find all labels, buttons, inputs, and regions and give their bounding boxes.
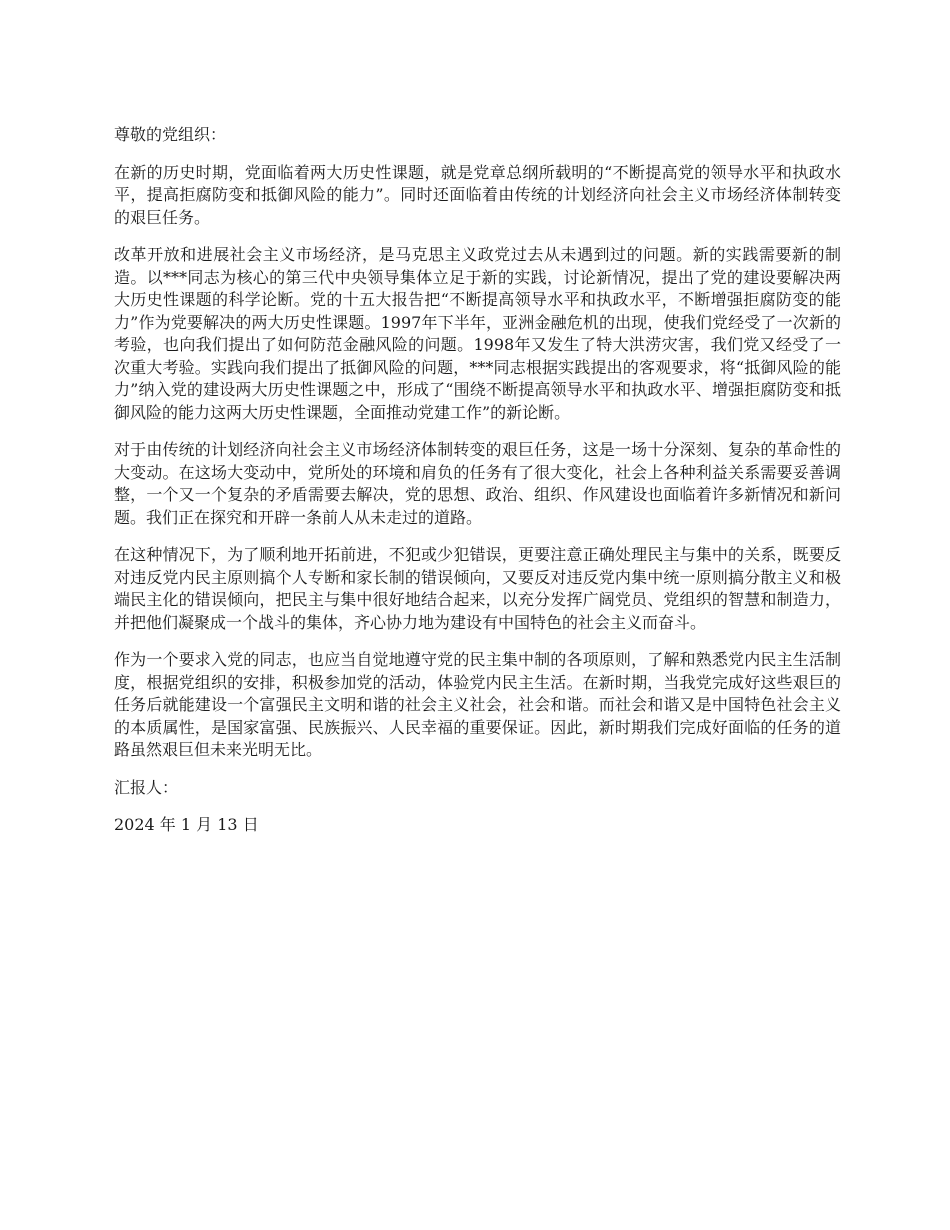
- paragraph: 作为一个要求入党的同志，也应当自觉地遵守党的民主集中制的各项原则，了解和熟悉党内民主生活制度，根据党组织的安排，积极参加党的活动，体验党内民主生活。在新时期，当我党完成好这些艰巨的任务后就能建设一个富强民主文明和谐的社会主义社会，社会和谐。而社会和谐又是中国特色社会主义的本质属性，是国家富强、民族振兴、人民幸福的重要保证。因此，新时期我们完成好面临的任务的道路虽然艰巨但未来光明无比。: [114, 650, 841, 759]
- paragraph: 对于由传统的计划经济向社会主义市场经济体制转变的艰巨任务，这是一场十分深刻、复杂的革命性的大变动。在这场大变动中，党所处的环境和肩负的任务有了很大变化，社会上各种利益关系需要妥善调整，一个又一个复杂的矛盾需要去解决，党的思想、政治、组织、作风建设也面临着许多新情况和新问题。我们正在探究和开辟一条前人从未走过的道路。: [114, 440, 841, 527]
- letter-body: [114, 124, 841, 852]
- paragraph: 改革开放和进展社会主义市场经济，是马克思主义政党过去从未遇到过的问题。新的实践需要新的制造。以***同志为核心的第三代中央领导集体立足于新的实践，讨论新情况，提出了党的建设要解决两大历史性课题的科学论断。党的十五大报告把“不断提高领导水平和执政水平，不断增强拒腐防变的能力”作为党要解决的两大历史性课题。1997年下半年，亚洲金融危机的出现，使我们党经受了一次新的考验，也向我们提出了如何防范金融风险的问题。1998年又发生了特大洪涝灾害，我们党又经受了一次重大考验。实践向我们提出了抵御风险的问题，***同志根据实践提出的客观要求，将“抵御风险的能力”纳入党的建设两大历史性课题之中，形成了“围绕不断提高领导水平和执政水平、增强拒腐防变和抵御风险的能力这两大历史性课题，全面推动党建工作”的新论断。: [114, 245, 841, 422]
- paragraph: 在新的历史时期，党面临着两大历史性课题，就是党章总纲所载明的“不断提高党的领导水平和执政水平，提高拒腐防变和抵御风险的能力”。同时还面临着由传统的计划经济向社会主义市场经济体制转变的艰巨任务。: [114, 162, 841, 227]
- report-date: 2024 年 1 月 13 日: [114, 815, 259, 834]
- paragraph: 在这种情况下，为了顺利地开拓前进，不犯或少犯错误，更要注意正确处理民主与集中的关系，既要反对违反党内民主原则搞个人专断和家长制的错误倾向，又要反对违反党内集中统一原则搞分散主义和极端民主化的错误倾向，把民主与集中很好地结合起来，以充分发挥广阔党员、党组织的智慧和制造力，并把他们凝聚成一个战斗的集体，齐心协力地为建设有中国特色的社会主义而奋斗。: [114, 545, 841, 632]
- signature-label: 汇报人：: [114, 777, 179, 797]
- salutation: 尊敬的党组织：: [114, 125, 227, 144]
